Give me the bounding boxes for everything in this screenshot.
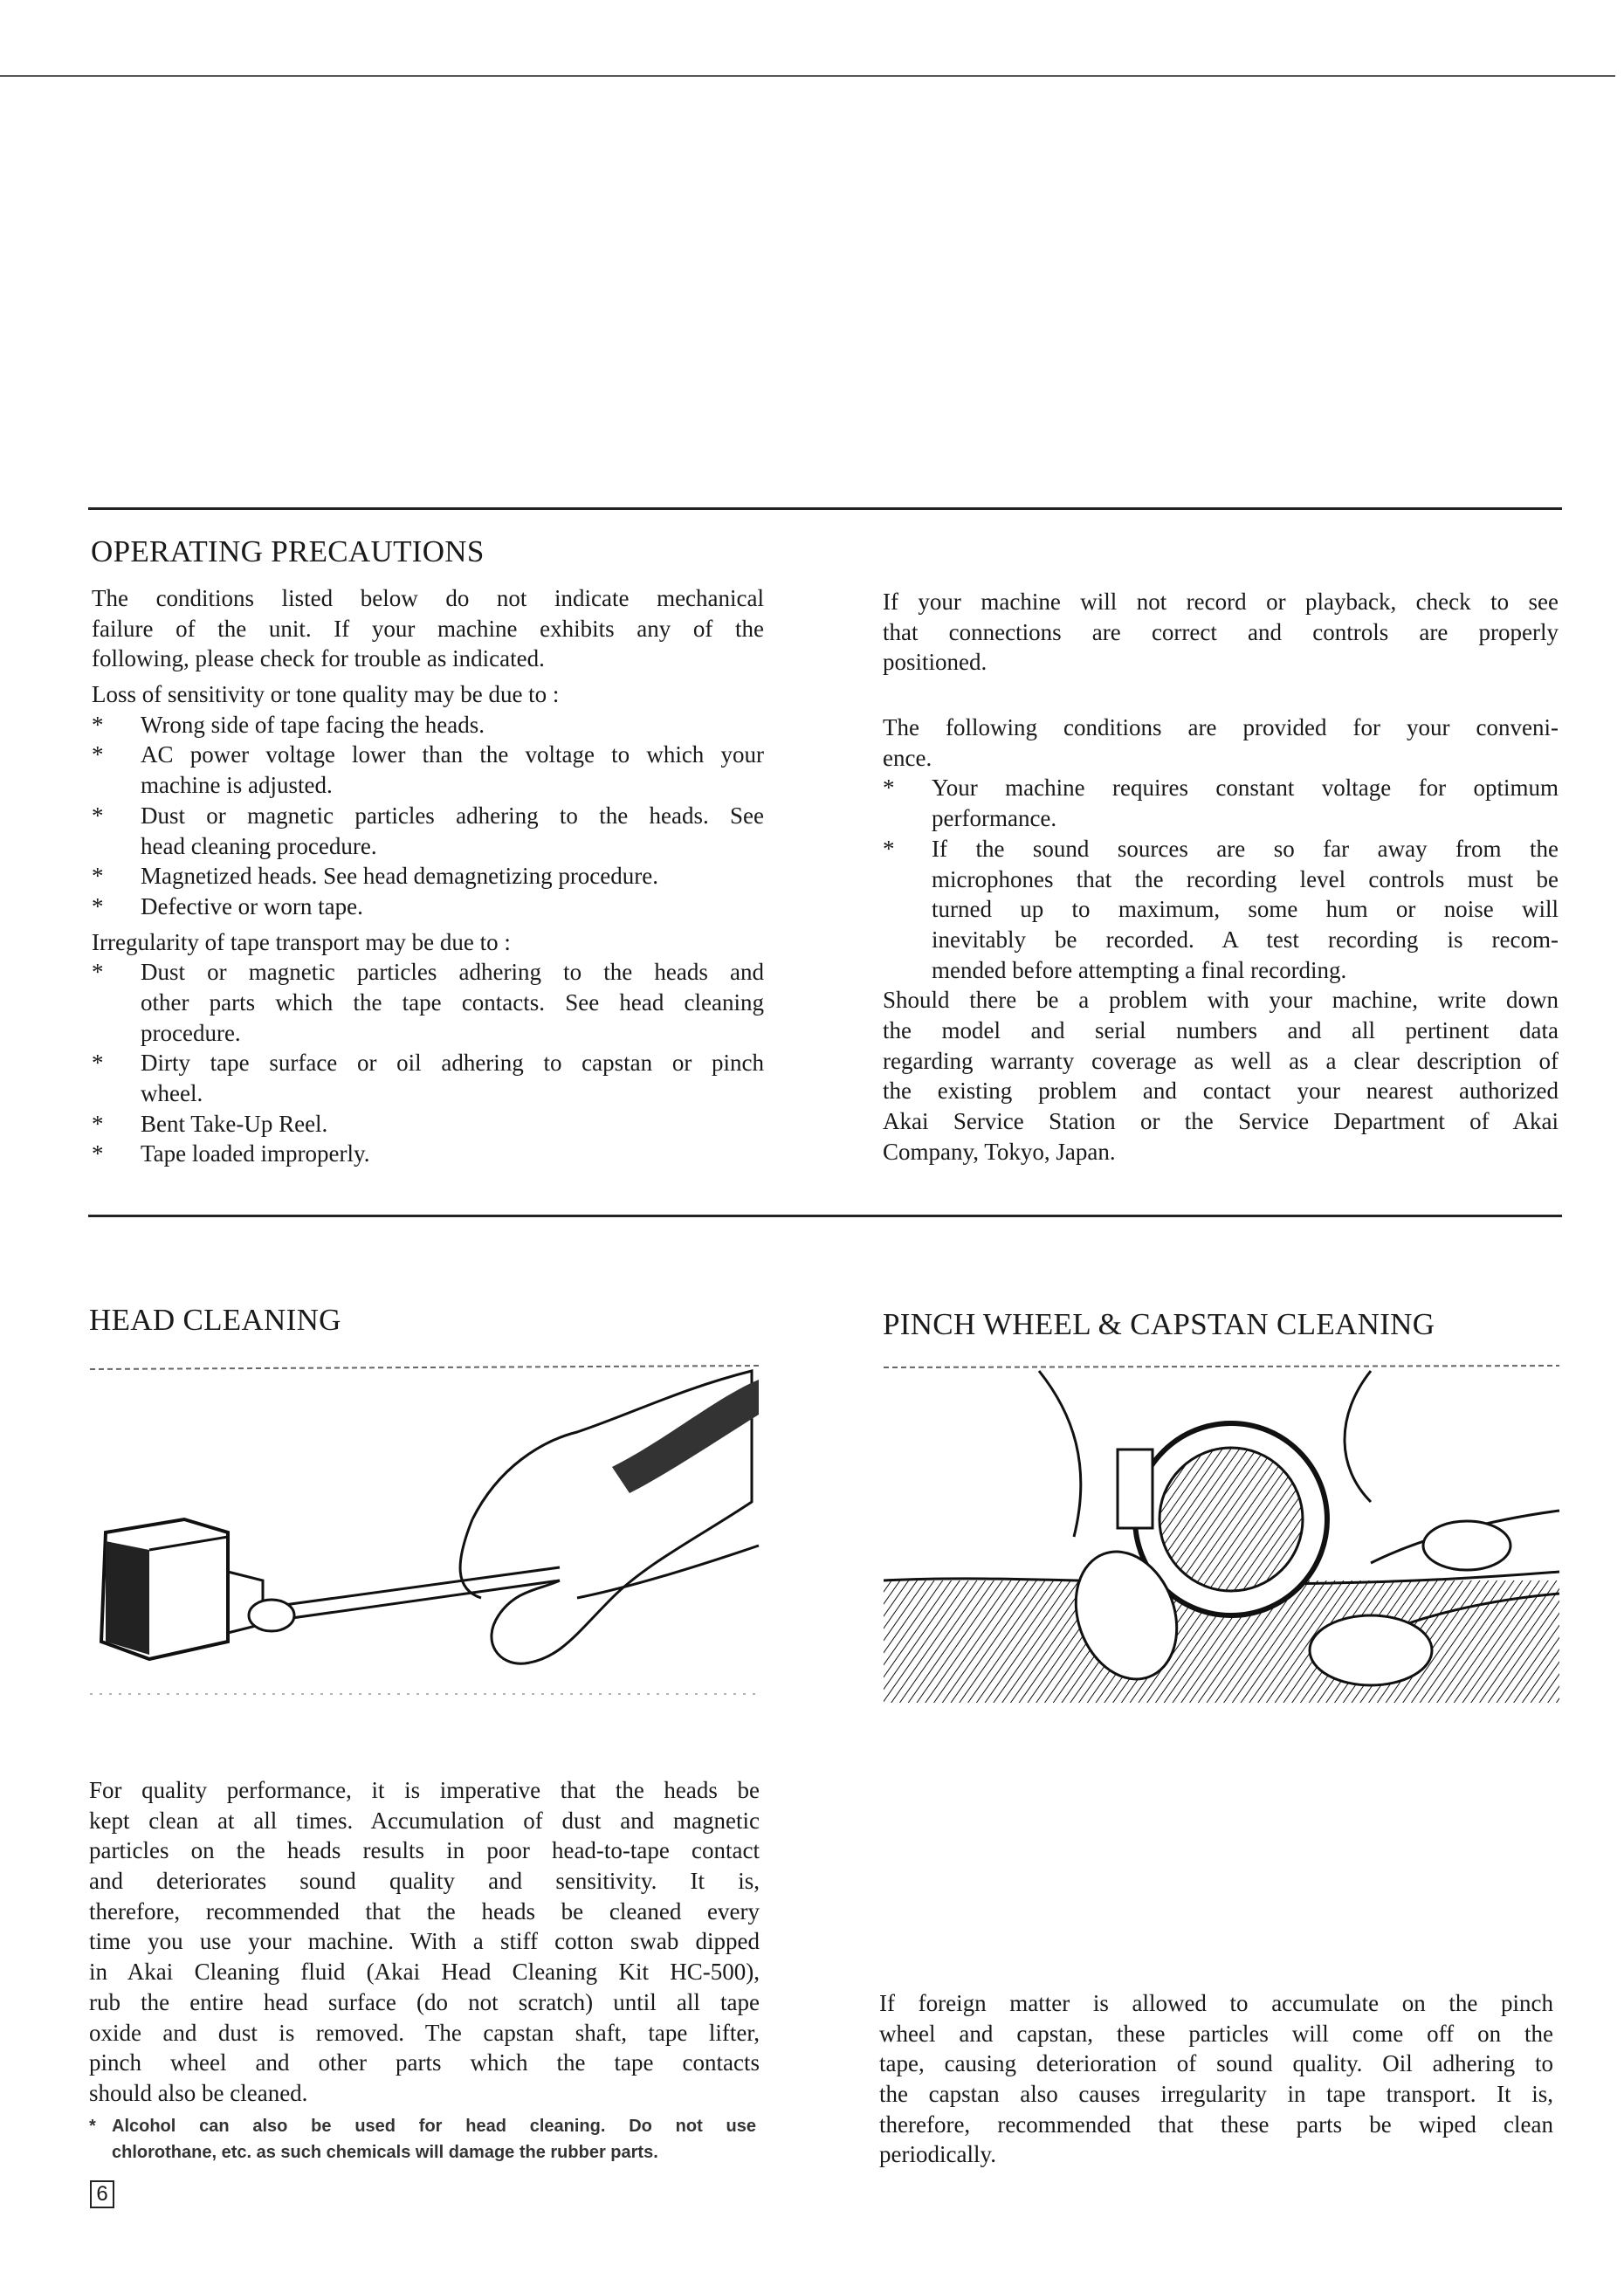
text-line: AC power voltage lower than the voltage to which your: [141, 741, 764, 768]
text-line: If the sound sources are so far away from the: [932, 835, 1559, 862]
paragraph: [883, 587, 1559, 678]
text-line: Dust or magnetic particles adhering to the heads and: [141, 959, 764, 986]
paragraph: [883, 985, 1559, 1167]
text-line: Loss of sensitivity or tone quality may be due to :: [92, 681, 560, 708]
text-line: Dust or magnetic particles adhering to the heads. See: [141, 802, 764, 829]
bullet-item: [92, 740, 764, 800]
operating-left-column: [92, 583, 764, 1169]
text-line: Tape loaded improperly.: [141, 1140, 370, 1167]
section-divider-top: [88, 507, 1562, 510]
text-line: the existing problem and contact your nearest authorized: [883, 1078, 1559, 1105]
text-line: Akai Service Station or the Service Department of Akai: [883, 1108, 1559, 1134]
text-line: Dirty tape surface or oil adhering to capstan or pinch: [141, 1050, 764, 1077]
head-cleaning-title: HEAD CLEANING: [89, 1303, 341, 1337]
bullet-asterisk: *: [92, 1050, 104, 1077]
operating-precautions-title: OPERATING PRECAUTIONS: [91, 534, 485, 568]
text-line: If your machine will not record or playback, check to see: [883, 589, 1559, 615]
head-cleaning-note: [89, 2113, 756, 2166]
text-line: that connections are correct and controls are properly: [883, 618, 1559, 645]
pinch-wheel-illustration: [882, 1362, 1561, 1707]
text-line: procedure.: [141, 1019, 241, 1046]
text-line: head cleaning procedure.: [141, 832, 377, 859]
text-line: positioned.: [883, 649, 987, 676]
text-line: oxide and dust is removed. The capstan shaft, tape lifter,: [89, 2019, 760, 2046]
bullet-asterisk: *: [883, 835, 895, 862]
text-line: The following conditions are provided for your conveni-: [883, 714, 1559, 741]
text-line: Company, Tokyo, Japan.: [883, 1138, 1116, 1165]
subheading: [92, 927, 764, 958]
bullet-asterisk: *: [92, 711, 104, 738]
bullet-asterisk: *: [92, 741, 104, 768]
pinch-wheel-title: PINCH WHEEL & CAPSTAN CLEANING: [883, 1307, 1435, 1341]
text-line: Wrong side of tape facing the heads.: [141, 711, 485, 738]
bullet-asterisk: *: [92, 959, 104, 986]
bullet-item: [92, 710, 764, 740]
text-line: should also be cleaned.: [89, 2079, 308, 2106]
note-line: Alcohol can also be used for head cleaning. Do not use: [112, 2117, 756, 2136]
text-line: failure of the unit. If your machine exhibits any of the: [92, 615, 764, 642]
text-line: therefore, recommended that the heads be cleaned every: [89, 1897, 760, 1925]
bullet-item: [92, 1048, 764, 1108]
paragraph: [883, 713, 1559, 773]
text-line: For quality performance, it is imperative that the heads be: [89, 1777, 760, 1803]
text-line: The conditions listed below do not indicate mechanical: [92, 585, 764, 611]
bullet-asterisk: *: [92, 863, 104, 890]
paragraph: [92, 583, 764, 674]
subheading: [92, 679, 764, 710]
bullet-asterisk: *: [883, 775, 895, 802]
top-edge-rule: [0, 75, 1615, 77]
text-line: periodically.: [879, 2141, 996, 2168]
text-line: kept clean at all times. Accumulation of dust and magnetic: [89, 1807, 760, 1834]
text-line: Bent Take-Up Reel.: [141, 1110, 328, 1137]
section-divider-middle: [88, 1215, 1562, 1217]
page-number: 6: [90, 2180, 114, 2208]
text-line: Defective or worn tape.: [141, 892, 363, 919]
text-line: inevitably be recorded. A test recording is recom-: [932, 926, 1559, 953]
text-line: particles on the heads results in poor head-to-tape contact: [89, 1837, 760, 1864]
bullet-item: [883, 773, 1559, 833]
bullet-item: [92, 1109, 764, 1140]
text-line: Your machine requires constant voltage for optimum: [932, 775, 1559, 802]
text-line: the model and serial numbers and all pertinent data: [883, 1016, 1559, 1043]
bullet-asterisk: *: [92, 1110, 104, 1137]
text-line: time you use your machine. With a stiff cotton swab dipped: [89, 1928, 760, 1955]
text-line: Should there be a problem with your machine, write down: [883, 987, 1559, 1014]
head-cleaning-illustration: [88, 1362, 762, 1703]
text-line: ence.: [883, 744, 932, 771]
text-line: Magnetized heads. See head demagnetizing procedure.: [141, 863, 658, 890]
text-line: performance.: [932, 805, 1057, 832]
text-line: other parts which the tape contacts. See head cleaning: [141, 988, 764, 1016]
note-line: chlorothane, etc. as such chemicals will damage the rubber parts.: [112, 2143, 658, 2162]
bullet-item: [92, 861, 764, 892]
bullet-item: [92, 957, 764, 1048]
text-line: the capstan also causes irregularity in tape transport. It is,: [879, 2081, 1553, 2108]
head-cleaning-body: [89, 1775, 760, 2109]
pinch-wheel-body: [879, 1988, 1553, 2170]
text-line: wheel.: [141, 1080, 203, 1106]
text-line: following, please check for trouble as indicated.: [92, 645, 545, 672]
text-line: wheel and capstan, these particles will come off on the: [879, 2020, 1553, 2047]
paragraph: [879, 1988, 1553, 2170]
text-line: regarding warranty coverage as well as a clear description of: [883, 1047, 1559, 1074]
text-line: Irregularity of tape transport may be due to :: [92, 928, 511, 955]
bullet-asterisk: *: [92, 1140, 104, 1167]
bullet-item: [92, 801, 764, 861]
text-line: If foreign matter is allowed to accumulate on the pinch: [879, 1990, 1553, 2016]
bullet-item: [92, 1139, 764, 1169]
bullet-item: [92, 892, 764, 922]
bullet-asterisk: *: [92, 892, 104, 919]
text-line: machine is adjusted.: [141, 772, 333, 799]
bullet-asterisk: *: [92, 802, 104, 829]
capstan: [1118, 1449, 1153, 1528]
text-line: mended before attempting a final recording.: [932, 956, 1347, 983]
note-asterisk: *: [89, 2117, 96, 2136]
text-line: pinch wheel and other parts which the tape contacts: [89, 2049, 760, 2076]
text-line: and deteriorates sound quality and sensitivity. It is,: [89, 1868, 760, 1895]
text-line: microphones that the recording level controls must be: [932, 865, 1559, 892]
text-line: rub the entire head surface (do not scratch) until all tape: [89, 1988, 760, 2015]
paragraph: [89, 1775, 760, 2109]
text-line: turned up to maximum, some hum or noise will: [932, 896, 1559, 923]
bullet-item: [883, 834, 1559, 985]
tape-head-block: [101, 1519, 263, 1659]
text-line: tape, causing deterioration of sound quality. Oil adhering to: [879, 2050, 1553, 2077]
operating-right-column: [883, 587, 1559, 1167]
text-line: therefore, recommended that these parts be wiped clean: [879, 2111, 1553, 2138]
text-line: in Akai Cleaning fluid (Akai Head Cleaning Kit HC-500),: [89, 1959, 760, 1986]
